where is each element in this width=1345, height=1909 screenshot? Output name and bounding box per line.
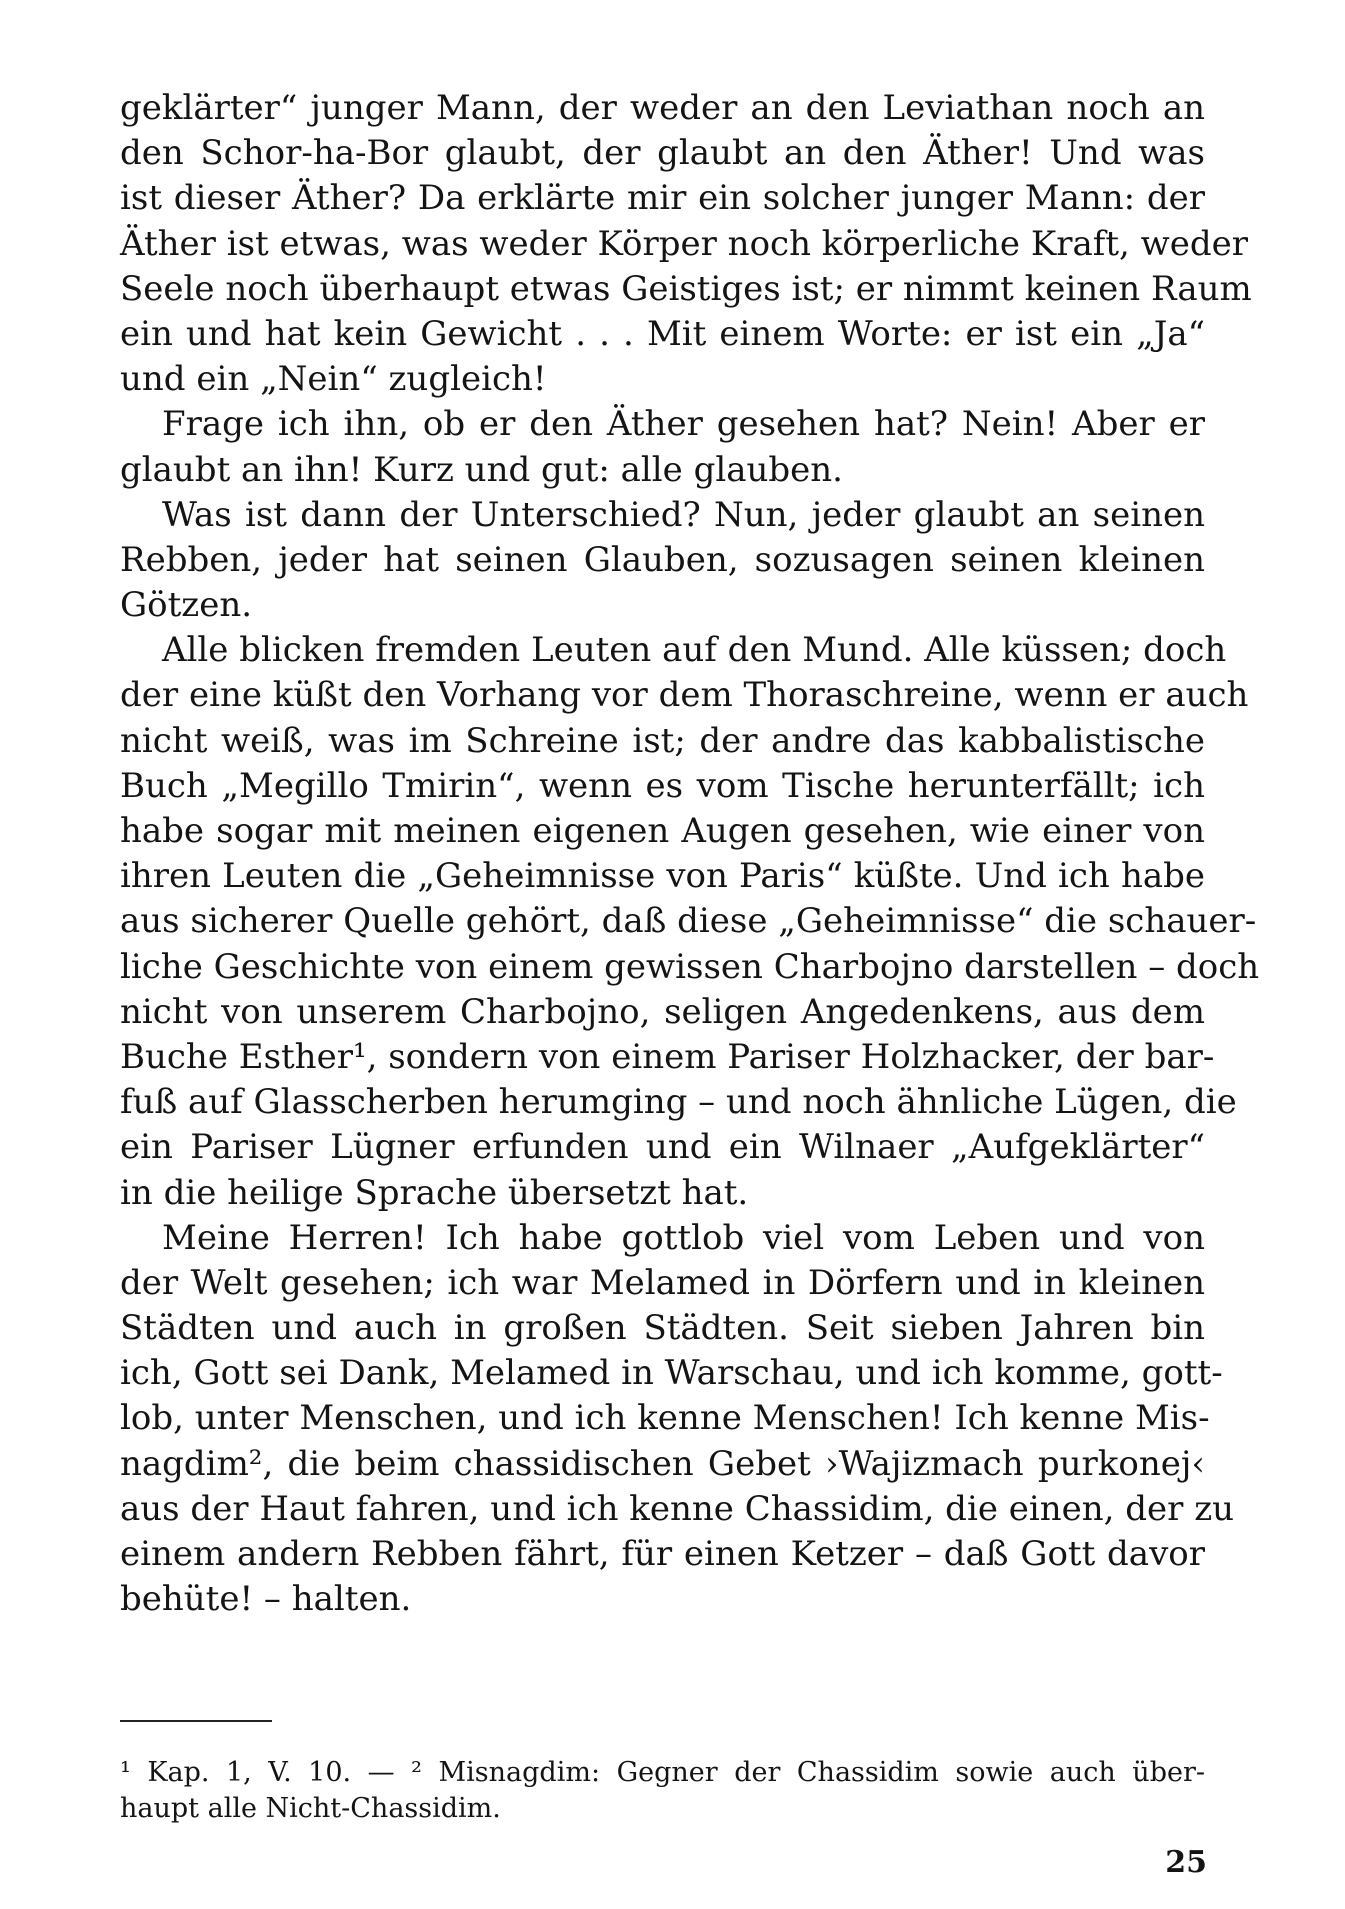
text-line: und ein „Nein“ zugleich! [120,359,547,400]
text-line: liche Geschichte von einem gewissen Charbojno darstellen – doch [120,946,1260,987]
text-line: habe sogar mit meinen eigenen Augen gesehen, wie einer von [120,811,1205,851]
text-line: fuß auf Glasscherben herumging – und noch ähnliche Lügen, die [120,1082,1237,1123]
footnote-line: haupt alle Nicht-Chassidim. [120,1793,501,1824]
text-line: Alle blicken fremden Leuten auf den Mund. Alle küssen; doch [162,630,1227,671]
text-line: Buch „Megillo Tmirin“, wenn es vom Tische herunterfällt; ich [120,765,1205,806]
text-line: Frage ich ihn, ob er den Äther gesehen hat? Nein! Aber er [162,404,1205,445]
text-line: geklärter“ junger Mann, der weder an den Leviathan noch an [120,88,1205,128]
text-line: Buche Esther¹, sondern von einem Pariser Holzhacker, der bar- [120,1036,1215,1077]
text-line: der Welt gesehen; ich war Melamed in Dörfern und in kleinen [120,1262,1205,1303]
text-line: aus der Haut fahren, und ich kenne Chassidim, die einen, der zu [120,1488,1235,1529]
text-line: Was ist dann der Unterschied? Nun, jeder glaubt an seinen [162,494,1205,535]
footnotes [120,1755,1205,1827]
text-line: der eine küßt den Vorhang vor dem Thoraschreine, wenn er auch [120,675,1249,716]
text-line: nagdim², die beim chassidischen Gebet ›Wajizmach purkonej‹ [120,1443,1205,1484]
text-line: ihren Leuten die „Geheimnisse von Paris“ küßte. Und ich habe [120,856,1205,897]
body-text [120,86,1260,1622]
text-line: ist dieser Äther? Da erklärte mir ein solcher junger Mann: der [120,178,1205,219]
text-line: einem andern Rebben fährt, für einen Ketzer – daß Gott davor [120,1534,1205,1574]
text-line: Seele noch überhaupt etwas Geistiges ist; er nimmt keinen Raum [120,268,1252,309]
paragraph-2 [120,402,1205,492]
text-line: Rebben, jeder hat seinen Glauben, sozusagen seinen kleinen [120,539,1205,580]
text-line: den Schor-ha-Bor glaubt, der glaubt an den Äther! Und was [120,133,1205,174]
paragraph-1 [120,86,1252,402]
paragraph-4 [120,628,1260,1215]
text-line: ich, Gott sei Dank, Melamed in Warschau, und ich komme, gott- [120,1353,1223,1394]
text-line: Äther ist etwas, was weder Körper noch körperliche Kraft, weder [120,223,1249,264]
text-line: nicht von unserem Charbojno, seligen Angedenkens, aus dem [120,991,1205,1032]
text-line: Meine Herren! Ich habe gottlob viel vom Leben und von [162,1217,1205,1258]
footnote-line: ¹ Kap. 1, V. 10. — ² Misnagdim: Gegner der Chassidim sowie auch über- [120,1757,1205,1788]
text-line: Städten und auch in großen Städten. Seit sieben Jahren bin [120,1308,1205,1349]
text-line: behüte! – halten. [120,1579,412,1620]
text-line: glaubt an ihn! Kurz und gut: alle glauben. [120,449,843,490]
text-line: Götzen. [120,585,253,626]
text-line: in die heilige Sprache übersetzt hat. [120,1172,749,1213]
text-line: ein Pariser Lügner erfunden und ein Wilnaer „Aufgeklärter“ [120,1127,1205,1168]
page-number: 25 [1165,1845,1207,1880]
text-line: lob, unter Menschen, und ich kenne Menschen! Ich kenne Mis- [120,1398,1210,1439]
text-line: aus sicherer Quelle gehört, daß diese „Geheimnisse“ die schauer- [120,901,1257,942]
text-line: ein und hat kein Gewicht . . . Mit einem Worte: er ist ein „Ja“ [120,313,1205,354]
footnote-divider [120,1720,272,1722]
text-line: nicht weiß, was im Schreine ist; der andre das kabbalistische [120,720,1205,761]
paragraph-3 [120,493,1205,629]
paragraph-5 [120,1216,1235,1623]
